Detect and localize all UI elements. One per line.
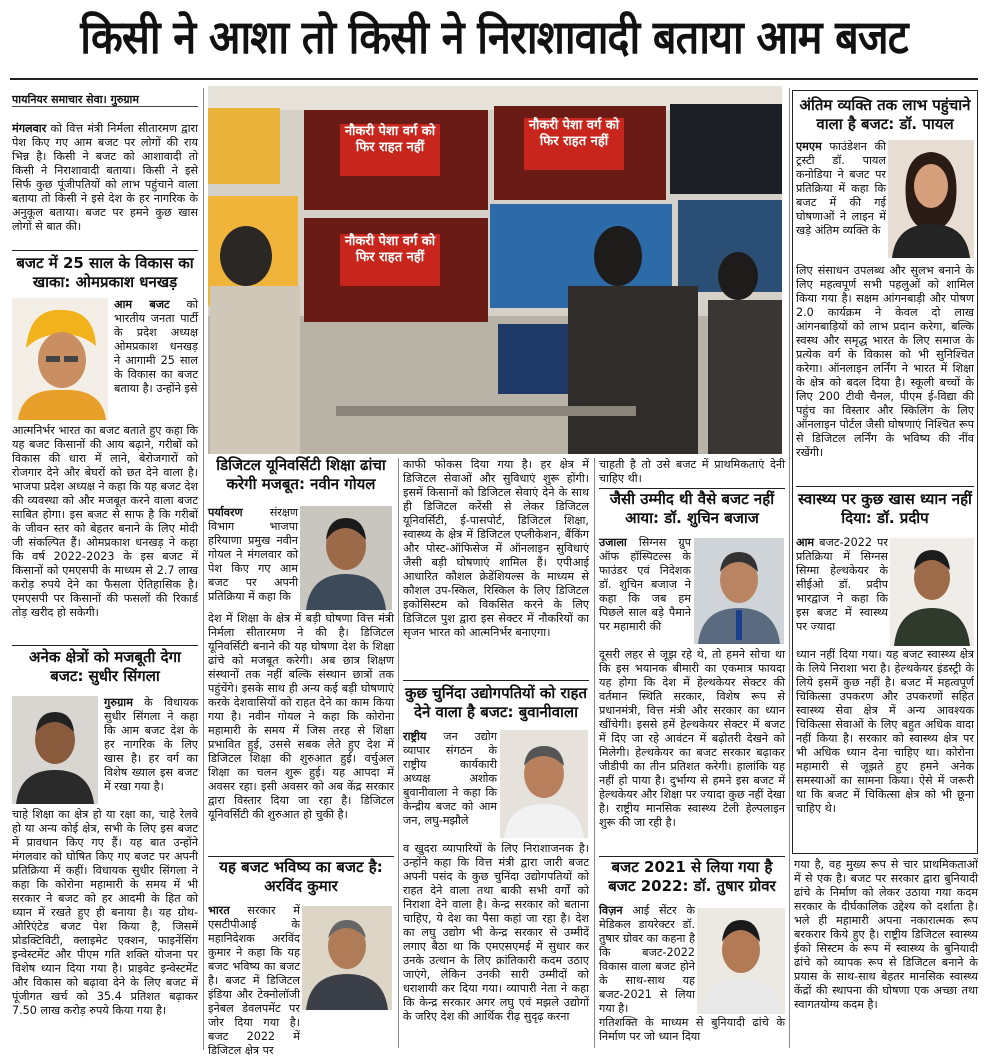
payal-lead: एमएम xyxy=(796,140,822,153)
buwani-side-text xyxy=(403,730,497,842)
singla-side-body: के विधायक सुधीर सिंगला ने कहा कि आम बजट देश के हर नागरिक के लिए खास है। हर वर्ग का विशेष ख्याल इस बजट में रखा गया है। xyxy=(104,696,198,793)
bajaj-side-text xyxy=(599,536,691,648)
portrait-image xyxy=(888,140,974,258)
goyal-heading: डिजिटल यूनिवर्सिटी शिक्षा ढांचा करेगी मजबूत: नवीन गोयल xyxy=(216,456,386,493)
grover-side-text xyxy=(599,904,695,1016)
buwani-continued-text: चाहती है तो उसे बजट में प्राथमिकताएं देनी चाहिए थी। xyxy=(599,458,785,485)
portrait-image xyxy=(694,538,784,644)
bajaj-photo xyxy=(694,538,784,644)
portrait-image xyxy=(300,506,392,610)
payal-photo xyxy=(888,140,974,258)
grover-continued-text: गया है, वह मुख्य रूप से चार प्राथमिकताओं में से एक है। बजट पर सरकार द्वारा बुनियादी ढांचे के निर्माण को लेकर उठाया गया कदम सरकार के दीर्घकालिक उद्देश्य को दर्शाता है। भले ही महामारी अपना नकारात्मक रूप बरकरार किये हुए है। राष्ट्रीय डिजिटल स्वास्थ्य ईको सिस्टम के रूप में स्वास्थ्य के बुनियादी ढांचे को व्यापक रूप से डिजिटल बनाने के प्रयास के साथ-साथ बेहतर मानसिक स्वास्थ्य केंद्रों की स्थापना की घोषणा एक अच्छा तथा स्वागतयोग्य कदम है। xyxy=(794,858,978,1011)
showroom-image xyxy=(208,86,782,454)
dhankhar-side-text xyxy=(114,298,198,422)
portrait-image xyxy=(697,908,785,1014)
divider xyxy=(12,250,198,251)
grover-photo xyxy=(697,908,785,1014)
goyal-photo xyxy=(300,506,392,610)
divider xyxy=(208,856,394,857)
dhankhar-side-body: को भारतीय जनता पार्टी के प्रदेश अध्यक्ष ओमप्रकाश धनखड़ ने आगामी 25 साल के विकास का बजट बताया है। उन्होंने इसे xyxy=(114,298,198,395)
grover-lead: विज़न xyxy=(599,904,623,917)
kumar-photo xyxy=(302,906,392,1010)
singla-lead: गुरुग्राम xyxy=(104,696,133,709)
goyal-lead: पर्यावरण xyxy=(208,506,243,519)
intro-body: को वित्त मंत्री निर्मला सीतारमण द्वारा पेश किए गए आम बजट पर लोगों की राय भिन्न है। किसी ने बजट को आशावादी तो किसी ने निराशावादी बताया। किसी ने इसे सिर्फ कुछ पूंजीपतियों को लाभ पहुंचाने वाला बताया तो किसी ने इसे देश के हर नागरिक के अनुकूल बताया। बजट पर हमने कुछ खास लोगों से बात की। xyxy=(12,122,198,233)
column-divider xyxy=(594,458,595,1048)
singla-side-text xyxy=(104,696,198,806)
portrait-image xyxy=(500,730,588,838)
headline-rule xyxy=(10,78,978,80)
payal-text: लिए संसाधन उपलब्ध और सुलभ बनाने के लिए महत्वपूर्ण सभी पहलुओं को शामिल किया गया है। सक्षम आंगनबाड़ी और पोषण 2.0 कार्यक्रम ने केवल दो लाख आंगनबाड़ियों को लाभ प्रदान करेगा, बल्कि स्वस्थ और समृद्ध भारत के लिए समाज के प्रत्येक वर्ग के विकास को भी सुनिश्चित करेगा। ऑनलाइन लर्निंग ने भारत में शिक्षा के क्षेत्र को बदल दिया है। स्कूली बच्चों के लिए 200 टीवी चैनल, पीएम ई-विद्या की पहुंच का विस्तार और स्किलिंग के लिए ऑनलाइन पोर्टल जैसी घोषणाएं निश्चित रूप से डिजिटल लर्निंग के भविष्य की नींव रखेंगी। xyxy=(796,264,974,459)
bajaj-side-body: सिग्नस ग्रुप ऑफ हॉस्पिटल्स के फाउंडर एवं निदेशक डॉ. शुचिन बजाज ने कहा कि जब हम पिछले साल बड़े पैमाने पर महामारी की xyxy=(599,536,691,633)
tv-screen-headline: नौकरी पेशा वर्ग को फिर राहत नहीं xyxy=(340,124,440,176)
byline: पायनियर समाचार सेवा। गुरुग्राम xyxy=(12,92,198,107)
pradeep-lead: आम xyxy=(796,536,815,549)
pradeep-heading: स्वास्थ्य पर कुछ खास ध्यान नहीं दिया: डॉ. प्रदीप xyxy=(798,490,972,527)
payal-heading: अंतिम व्यक्ति तक लाभ पहुंचाने वाला है बजट: डॉ. पायल xyxy=(799,96,971,133)
payal-side-body: फाउंडेशन की ट्रस्टी डॉ. पायल कनोडिया ने बजट पर प्रतिक्रिया में कहा कि बजट में की गई घोषणाओं ने लाइन में खड़े अंतिम व्यक्ति के xyxy=(796,140,886,237)
goyal-text: देश में शिक्षा के क्षेत्र में बड़ी घोषणा वित्त मंत्री निर्मला सीतारमण ने की है। डिजिटल यूनिवर्सिटी बनाने की यह घोषणा देश के शिक्षा ढांचे को मजबूत करेगी। अब छात्र शिक्षण संस्थानों तक नहीं बल्कि संस्थान छात्रों तक पहुंचेंगे। इसके साथ ही अन्य कई बड़ी घोषणाएं करके देशवासियों को राहत देने का काम किया गया है। नवीन गोयल ने कहा कि कोरोना महामारी के समय में जिस तरह से शिक्षा प्रभावित हुई, उससे सबक लेते हुए देश में डिजिटल शिक्षा की शुरुआत हुई। वर्चुअल शिक्षा का चलन शुरू हुई। यह आपदा में अवसर रहा। इसी अवसर को अब केंद्र सरकार द्वारा विस्तार दिया जा रहा है। डिजिटल यूनिवर्सिटी की शुरुआत हो चुकी है। xyxy=(208,612,394,821)
buwani-side-body: जन उद्योग व्यापार संगठन के राष्ट्रीय कार्यकारी अध्यक्ष अशोक बुवानीवाला ने कहा कि केन्द्रीय बजट को आम जन, लघु-मझौले xyxy=(403,730,497,827)
main-photo xyxy=(208,86,782,454)
kumar-continued-text: काफी फोकस दिया गया है। हर क्षेत्र में डिजिटल सेवाओं और सुविधाएं शुरू होंगी। इसमें किसानों को डिजिटल सेवाएं देने के साथ ही डिजिटल करेंसी से लेकर डिजिटल यूनिवर्सिटी, ई-पासपोर्ट, डिजिटल शिक्षा, स्वास्थ्य के क्षेत्र में डिजिटल एप्लीकेशन, बैंकिंग और पोस्ट-ऑफिसेज में ऑनलाइन सुविधाएं जैसी बड़ी घोषणाएं शामिल हैं। एपीआई आधारित कौशल क्रेडेंशियल्स के माध्यम से कौशल उप-स्किल, रिस्किल के लिए डिजिटल इकोसिस्टम को विकसित करने के लिए डिजिटल पुश द्वारा इस सेक्टर में नौकरियों का सृजन भारत को आत्मनिर्भर बनाएगा। xyxy=(403,458,589,639)
singla-photo xyxy=(12,696,98,804)
portrait-image xyxy=(890,538,974,646)
grover-side-body: आई सेंटर के मेडिकल डायरेक्टर डॉ. तुषार ग्रोवर का कहना है कि बजट-2022 विकास वाला बजट होने के साथ-साथ यह बजट-2021 से लिया गया है। xyxy=(599,904,695,1015)
buwani-lead: राष्ट्रीय xyxy=(403,730,427,743)
divider xyxy=(599,856,785,857)
pradeep-photo xyxy=(890,538,974,646)
tv-screen-headline: नौकरी पेशा वर्ग को फिर राहत नहीं xyxy=(340,234,440,286)
portrait-image xyxy=(12,696,98,804)
pradeep-side-body: बजट-2022 पर प्रतिक्रिया में सिग्नस सिग्मा हेल्थकेयर के सीईओ डॉ. प्रदीप भारद्वाज ने कहा कि इस बजट में स्वास्थ्य पर ज्यादा xyxy=(796,536,888,633)
intro-lead: मंगलवार xyxy=(12,122,47,135)
singla-heading: अनेक क्षेत्रों को मजबूती देगा बजट: सुधीर सिंगला xyxy=(29,648,181,685)
bajaj-text: दूसरी लहर से जूझ रहे थे, तो हमने सोचा था कि इस भयानक बीमारी का एकमात्र फायदा यह होगा कि देश में हेल्थकेयर सेक्टर की वर्तमान स्थिति सरकार, विशेष रूप से प्रधानमंत्री, वित्त मंत्री और सरकार का ध्यान खींचेगी। इससे हमें हेल्थकेयर सेक्टर में बजट में दिए जा रहे आवंटन में बढ़ोतरी देखने को मिलेगी। हेल्थकेयर का बजट सरकार बढ़ाकर जीडीपी का तीन प्रतिशत करेगी। हालांकि यह नहीं हो पाया है। दुर्भाग्य से हमने इस बजट में हेल्थकेयर और शिक्षा पर ज्यादा कुछ नहीं देखा है। राष्ट्रीय मानसिक स्वास्थ्य टेली हेल्पलाइन शुरू की जा रही है। xyxy=(599,648,785,829)
payal-side-text xyxy=(796,140,886,264)
pradeep-side-text xyxy=(796,536,888,648)
intro-text xyxy=(12,122,198,250)
dhankhar-photo xyxy=(12,298,108,420)
column-divider xyxy=(789,88,790,1048)
kumar-lead: भारत xyxy=(208,904,230,917)
goyal-side-text xyxy=(208,506,298,610)
goyal-side-body: संरक्षण विभाग भाजपा हरियाणा प्रमुख नवीन गोयल ने मंगलवार को पेश किए गए आम बजट पर अपनी प्रतिक्रिया में कहा कि xyxy=(208,506,298,603)
divider xyxy=(403,680,589,681)
tv-screen-headline: नौकरी पेशा वर्ग को फिर राहत नहीं xyxy=(524,118,624,170)
kumar-side-text xyxy=(208,904,300,1057)
grover-heading: बजट 2021 से लिया गया है बजट 2022: डॉ. तुषार ग्रोवर xyxy=(608,858,776,895)
divider xyxy=(12,645,198,646)
divider xyxy=(599,488,785,489)
bajaj-lead: उजाला xyxy=(599,536,627,549)
grover-text: गतिशक्ति के माध्यम से बुनियादी ढांचे के निर्माण पर जो ध्यान दिया xyxy=(599,1016,785,1043)
page-headline: किसी ने आशा तो किसी ने निराशावादी बताया आम बजट xyxy=(80,10,908,64)
singla-text: चाहे शिक्षा का क्षेत्र हो या रक्षा का, चाहे रेलवे हो या अन्य कोई क्षेत्र, सभी के लिए इस बजट में प्रावधान किए गए हैं। यह बात उन्होंने मंगलवार को घोषित किए गए बजट पर अपनी प्रतिक्रिया में कहीं। विधायक सुधीर सिंगला ने कहा कि कोरोना महामारी के समय में भी सरकार ने बजट को हर आदमी के हित को ध्यान में रखते हुए ही बनाया है। यह ग्रोथ-ओरिएंटेड बजट पेश किया है, जिसमें प्रोडक्टिविटी, क्लाइमेट एक्शन, फाइनेंसिंग इन्वेस्टमेंट और पीएम गति शक्ति योजना पर विशेष ध्यान दिया गया है। प्राइवेट इन्वेस्टमेंट और विकास को बढ़ावा देने के लिए बजट में पूंजीगत खर्च को 35.4 प्रतिशत बढ़ाकर 7.50 लाख करोड़ रुपये किया गया है। xyxy=(12,808,198,1017)
dhankhar-heading: बजट में 25 साल के विकास का खाका: ओमप्रकाश धनखड़ xyxy=(16,254,194,291)
portrait-image xyxy=(302,906,392,1010)
dhankhar-text: आत्मनिर्भर भारत का बजट बताते हुए कहा कि यह बजट किसानों की आय बढ़ाने, गरीबों को विकास की धारा में लाने, बेरोजगारों को रोजगार देने और बेघरों को छत देने वाला है। भाजपा प्रदेश अध्यक्ष ने कहा कि यह बजट देश की व्यवस्था को और मजबूत करने वाला बजट साबित होगा। इस बजट से साफ है कि गरीबों के जीवन स्तर को बेहतर बनाने के लिए मोदी जी संकल्पित हैं। ओमप्रकाश धनखड़ ने कहा कि वर्ष 2022-2023 के इस बजट में किसानों को एमएसपी के माध्यम से 2.7 लाख करोड़ रुपये देने का फैसला ऐतिहासिक है। एमएसपी पर किसानों की फसलों की रिकार्ड तोड़ खरीद हो सकेगी। xyxy=(12,424,198,619)
buwani-photo xyxy=(500,730,588,838)
column-divider xyxy=(398,458,399,1048)
buwani-text: व खुदरा व्यापारियों के लिए निराशाजनक है। उन्होंने कहा कि वित्त मंत्री द्वारा जारी बजट अपनी पसंद के कुछ चुनिंदा उद्योगपतियों को राहत देने वाला तथा बाकी सभी वर्गों को निराशा देने वाला है। केन्द्र सरकार को बताना चाहिए, ये देश का पैसा कहां जा रहा है। देश का लघु उद्योग भी केन्द्र सरकार से उम्मीदें लगाए बैठा था कि एमएसएमई में सुधार कर उनके उत्थान के लिए क्रांतिकारी कदम उठाए जाएंगे, लेकिन उनकी सारी उम्मीदों को धराशायी कर दिया गया। व्यापारी नेता ने कहा कि केन्द्र सरकार अगर लघु एवं मझले उद्योगों के जरिए देश की आर्थिक रीढ़ सुदृढ़ करना xyxy=(403,842,589,1023)
bajaj-heading: जैसी उम्मीद थी वैसे बजट नहीं आया: डॉ. शुचिन बजाज xyxy=(609,490,775,527)
kumar-body: सरकार में एसटीपीआई के महानिदेशक अरविंद कुमार ने कहा कि यह बजट भविष्य का बजट है। बजट में डिजिटल इंडिया और टेक्नोलॉजी इनेबल डेवलपमेंट पर जोर दिया गया है। बजट 2022 में डिजिटल क्षेत्र पर xyxy=(208,904,300,1057)
kumar-heading: यह बजट भविष्य का बजट है: अरविंद कुमार xyxy=(219,858,383,895)
dhankhar-lead: आम बजट xyxy=(114,298,170,311)
pradeep-text: ध्यान नहीं दिया गया। यह बजट स्वास्थ्य क्षेत्र के लिये निराशा भरा है। हेल्थकेयर इंडस्ट्री के लिये इसमें कुछ नहीं है। बजट में महत्वपूर्ण चिकित्सा उपकरण और उपकरणों सहित स्वास्थ्य सेवा क्षेत्र में अन्य आवश्यक चिकित्सा सेवाओं के लिए बहुत अधिक वादा नहीं किया है। सरकार को स्वास्थ्य क्षेत्र पर भी अधिक ध्यान देना चाहिए था। कोरोना महामारी से जूझते हुए हमने अनेक समस्याओं का सामना किया। ऐसे में जरूरी था कि बजट में चिकित्सा क्षेत्र को भी छूना चाहिए थे। xyxy=(796,648,974,815)
buwani-heading: कुछ चुनिंदा उद्योगपतियों को राहत देने वाला है बजट: बुवानीवाला xyxy=(405,684,587,721)
column-divider xyxy=(203,88,204,1050)
divider xyxy=(796,486,974,487)
portrait-image xyxy=(12,298,108,420)
